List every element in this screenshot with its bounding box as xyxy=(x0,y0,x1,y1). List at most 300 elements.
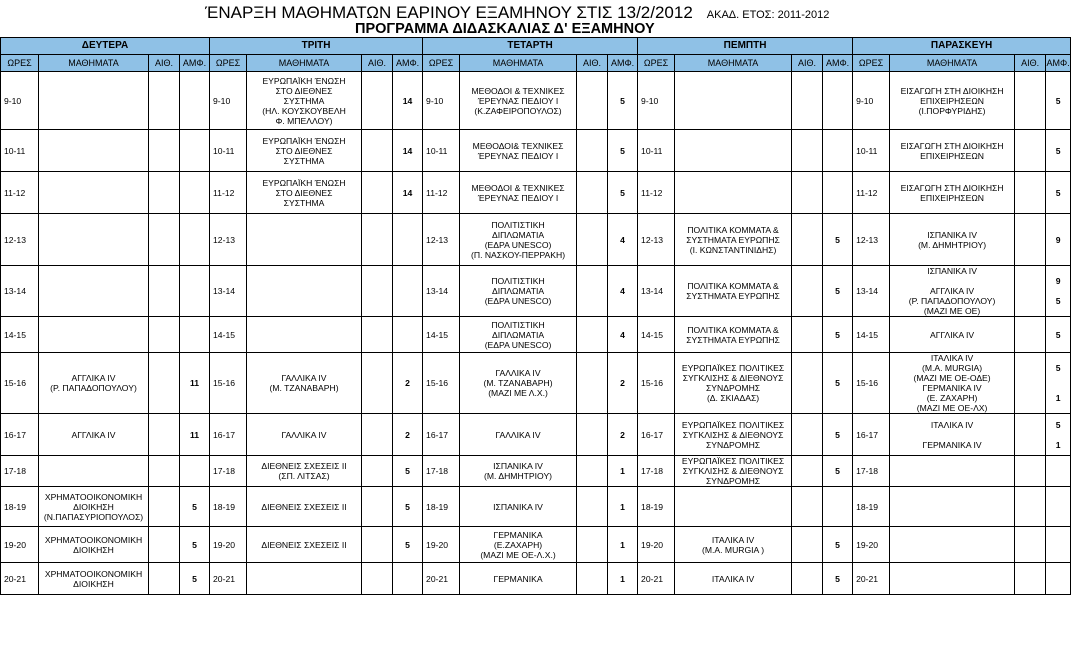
room-cell xyxy=(1015,130,1046,172)
room-cell xyxy=(1015,214,1046,266)
cell-line xyxy=(578,466,606,476)
cell-line: ΠΟΛΙΤΙΚΑ ΚΟΜΜΑΤΑ & xyxy=(687,281,779,291)
hour-cell xyxy=(638,456,675,487)
hour-cell xyxy=(423,317,460,353)
amph-cell xyxy=(1046,414,1071,456)
cell-line: ΙΣΠΑΝΙΚΑ IV xyxy=(493,461,543,471)
cell-line xyxy=(150,378,178,388)
room-cell xyxy=(1015,487,1046,527)
cell-line: 20-21 xyxy=(641,573,664,584)
course-cell xyxy=(675,130,792,172)
cell-line: 5 xyxy=(1055,296,1061,306)
course-cell xyxy=(39,130,149,172)
amph-cell xyxy=(180,172,210,214)
cell-line: (Μ. ΔΗΜΗΤΡΙΟΥ) xyxy=(918,239,987,250)
cell-line: 9-10 xyxy=(641,95,659,106)
course-cell xyxy=(890,353,1015,414)
column-header: ΑΙΘ. xyxy=(792,55,823,72)
cell-line: 10-11 xyxy=(426,145,448,156)
table-row xyxy=(1,214,1071,266)
cell-line: ΣΥΓΚΛΙΣΗΣ & ΔΙΕΘΝΟΥΣ xyxy=(682,373,784,383)
course-cell xyxy=(675,527,792,563)
cell-line: ΧΡΗΜΑΤΟΟΙΚΟΝΟΜΙΚΗ xyxy=(44,568,143,579)
course-cell xyxy=(247,456,362,487)
hour-cell xyxy=(210,353,247,414)
amph-cell xyxy=(608,72,638,130)
amph-cell xyxy=(823,487,853,527)
cell-line: 18-19 xyxy=(213,501,236,512)
room-cell xyxy=(149,317,180,353)
column-header: ΑΜΦ. xyxy=(608,55,638,72)
cell-line: ΣΥΝΔΡΟΜΗΣ xyxy=(706,476,761,486)
course-cell xyxy=(890,527,1015,563)
cell-line: ΕΥΡΩΠΑΪΚΗ ΈΝΩΣΗ xyxy=(262,75,346,86)
cell-line: ΣΤΟ ΔΙΕΘΝΕΣ xyxy=(275,145,333,156)
table-row xyxy=(1,487,1071,527)
amph-cell xyxy=(180,72,210,130)
cell-line: 18-19 xyxy=(426,501,449,512)
cell-line xyxy=(1047,430,1069,440)
cell-line: 11-12 xyxy=(213,187,235,198)
cell-line: (Ν.ΠΑΠΑΣΥΡΙΟΠΟΥΛΟΣ) xyxy=(43,511,144,522)
amph-cell xyxy=(823,72,853,130)
amph-cell xyxy=(180,487,210,527)
hour-cell xyxy=(1,266,39,317)
cell-line xyxy=(363,378,391,388)
cell-line xyxy=(1016,574,1044,584)
day-header: ΠΑΡΑΣΚΕΥΗ xyxy=(853,38,1071,55)
cell-line: 13-14 xyxy=(426,286,449,296)
cell-line: 11-12 xyxy=(4,187,26,198)
amph-cell xyxy=(823,527,853,563)
cell-line: ΠΟΛΙΤΙΣΤΙΚΗ xyxy=(491,219,545,230)
cell-line: 10-11 xyxy=(4,145,26,156)
cell-line: (Μ.Α. MURGIA ) xyxy=(702,544,765,555)
hour-cell xyxy=(853,487,890,527)
cell-line: 14-15 xyxy=(856,329,879,340)
hour-cell xyxy=(638,317,675,353)
cell-line: 13-14 xyxy=(641,286,664,296)
cell-line: 14-15 xyxy=(4,329,26,340)
cell-line xyxy=(181,286,208,296)
cell-line: 5 xyxy=(620,95,625,106)
cell-line: ΜΕΘΟΔΟΙ & ΤΕΧΝΙΚΕΣ xyxy=(471,85,565,96)
hour-cell xyxy=(423,414,460,456)
cell-line: 5 xyxy=(192,501,197,512)
hour-cell xyxy=(853,130,890,172)
room-cell xyxy=(1015,456,1046,487)
cell-line: 14 xyxy=(402,145,413,156)
course-cell xyxy=(460,456,577,487)
hour-cell xyxy=(853,266,890,317)
amph-cell xyxy=(180,563,210,595)
room-cell xyxy=(149,487,180,527)
hour-cell xyxy=(1,414,39,456)
cell-line: ΙΤΑΛΙΚΑ IV xyxy=(930,419,974,430)
room-cell xyxy=(792,527,823,563)
table-row xyxy=(1,72,1071,130)
cell-line: 5 xyxy=(405,539,410,550)
cell-line: 14-15 xyxy=(426,329,449,340)
cell-line xyxy=(40,96,147,106)
course-cell xyxy=(675,317,792,353)
cell-line xyxy=(578,540,606,550)
cell-line: ΣΥΣΤΗΜΑ xyxy=(283,197,325,208)
amph-cell xyxy=(393,456,423,487)
column-header: ΜΑΘΗΜΑΤΑ xyxy=(890,55,1015,72)
amph-cell xyxy=(1046,214,1071,266)
room-cell xyxy=(792,487,823,527)
course-cell xyxy=(890,214,1015,266)
course-cell xyxy=(247,487,362,527)
cell-line xyxy=(363,540,391,550)
hour-cell xyxy=(1,72,39,130)
cell-line xyxy=(150,286,178,296)
room-cell xyxy=(1015,353,1046,414)
cell-line: ΙΣΠΑΝΙΚΑ IV xyxy=(927,266,977,276)
cell-line: (ΜΑΖΙ ΜΕ ΟΕ-ΟΔΕ) xyxy=(913,373,991,383)
cell-line: (Δ. ΣΚΙΑΔΑΣ) xyxy=(706,393,760,403)
amph-cell xyxy=(823,130,853,172)
column-header: ΑΙΘ. xyxy=(362,55,393,72)
course-cell xyxy=(675,214,792,266)
cell-line: 20-21 xyxy=(856,573,879,584)
course-cell xyxy=(890,487,1015,527)
amph-cell xyxy=(180,527,210,563)
cell-line xyxy=(363,235,391,245)
cell-line: (ΣΠ. ΛΙΤΣΑΣ) xyxy=(278,471,330,481)
room-cell xyxy=(577,414,608,456)
cell-line xyxy=(150,146,178,156)
cell-line xyxy=(1016,235,1044,245)
hour-cell xyxy=(423,214,460,266)
cell-line: ΈΡΕΥΝΑΣ ΠΕΔΙΟΥ Ι xyxy=(477,192,559,203)
amph-cell xyxy=(393,130,423,172)
room-cell xyxy=(362,317,393,353)
cell-line xyxy=(1016,286,1044,296)
room-cell xyxy=(149,266,180,317)
room-cell xyxy=(362,172,393,214)
cell-line xyxy=(181,235,208,245)
cell-line: (Μ. ΔΗΜΗΤΡΙΟΥ) xyxy=(484,471,553,481)
hour-cell xyxy=(210,317,247,353)
hour-cell xyxy=(423,130,460,172)
amph-cell xyxy=(393,527,423,563)
cell-line: 13-14 xyxy=(856,286,879,296)
amph-cell xyxy=(608,353,638,414)
room-cell xyxy=(362,266,393,317)
amph-cell xyxy=(823,414,853,456)
hour-cell xyxy=(1,563,39,595)
cell-line: 5 xyxy=(835,466,840,476)
column-header: ΩΡΕΣ xyxy=(853,55,890,72)
cell-line: 17-18 xyxy=(641,466,664,476)
cell-line xyxy=(578,502,606,512)
cell-line: ΕΙΣΑΓΩΓΗ ΣΤΗ ΔΙΟΙΚΗΣΗ xyxy=(900,140,1004,151)
cell-line xyxy=(824,96,851,106)
amph-cell xyxy=(823,456,853,487)
hour-cell xyxy=(638,353,675,414)
cell-line: 15-16 xyxy=(641,378,664,388)
cell-line: 1 xyxy=(1055,393,1061,403)
course-cell xyxy=(890,172,1015,214)
amph-cell xyxy=(608,456,638,487)
cell-line: 4 xyxy=(620,286,625,296)
amph-cell xyxy=(608,214,638,266)
hour-cell xyxy=(423,172,460,214)
course-cell xyxy=(890,414,1015,456)
cell-line: 5 xyxy=(192,573,197,584)
room-cell xyxy=(577,214,608,266)
column-header: ΑΜΦ. xyxy=(180,55,210,72)
cell-line: 5 xyxy=(835,286,840,296)
hour-cell xyxy=(210,414,247,456)
cell-line xyxy=(793,330,821,340)
table-row xyxy=(1,563,1071,595)
cell-line xyxy=(824,188,851,198)
cell-line xyxy=(891,466,1013,476)
room-cell xyxy=(362,527,393,563)
cell-line: 12-13 xyxy=(426,234,449,245)
cell-line xyxy=(394,235,421,245)
cell-line xyxy=(578,188,606,198)
room-cell xyxy=(577,266,608,317)
room-cell xyxy=(792,353,823,414)
cell-line xyxy=(150,466,178,476)
cell-line: ΣΥΓΚΛΙΣΗΣ & ΔΙΕΘΝΟΥΣ xyxy=(682,466,784,476)
cell-line: 18-19 xyxy=(641,501,664,512)
room-cell xyxy=(362,130,393,172)
room-cell xyxy=(362,414,393,456)
cell-line xyxy=(1016,146,1044,156)
course-cell xyxy=(460,353,577,414)
cell-line xyxy=(40,330,147,340)
cell-line xyxy=(1016,96,1044,106)
cell-line xyxy=(1016,466,1044,476)
cell-line: 17-18 xyxy=(4,466,26,476)
hour-cell xyxy=(1,456,39,487)
room-cell xyxy=(792,317,823,353)
cell-line: 2 xyxy=(405,429,410,440)
amph-cell xyxy=(608,527,638,563)
cell-line xyxy=(793,430,821,440)
room-cell xyxy=(1015,317,1046,353)
cell-line: 12-13 xyxy=(4,234,26,245)
cell-line xyxy=(793,146,821,156)
hour-cell xyxy=(638,487,675,527)
course-cell xyxy=(39,172,149,214)
room-cell xyxy=(1015,266,1046,317)
table-row xyxy=(1,172,1071,214)
cell-line: 5 xyxy=(1055,329,1061,340)
column-header: ΑΙΘ. xyxy=(1015,55,1046,72)
cell-line: ΈΡΕΥΝΑΣ ΠΕΔΙΟΥ Ι xyxy=(477,95,559,106)
cell-line: 9 xyxy=(1055,234,1061,245)
cell-line xyxy=(363,286,391,296)
course-cell xyxy=(39,214,149,266)
amph-cell xyxy=(180,130,210,172)
column-header: ΑΙΘ. xyxy=(149,55,180,72)
cell-line: ΓΑΛΛΙΚΑ IV xyxy=(281,429,327,440)
page-title xyxy=(205,3,829,23)
cell-line: 16-17 xyxy=(856,429,879,440)
cell-line: ΣΥΣΤΗΜΑΤΑ ΕΥΡΩΠΗΣ xyxy=(686,291,780,301)
cell-line xyxy=(40,466,147,476)
course-cell xyxy=(675,414,792,456)
course-cell xyxy=(39,527,149,563)
room-cell xyxy=(149,353,180,414)
cell-line xyxy=(1016,502,1044,512)
cell-line: ΓΕΡΜΑΝΙΚΑ xyxy=(493,573,543,584)
amph-cell xyxy=(1046,563,1071,595)
hour-cell xyxy=(638,172,675,214)
cell-line: 13-14 xyxy=(4,286,26,296)
cell-line: ΜΕΘΟΔΟΙ& ΤΕΧΝΙΚΕΣ xyxy=(472,140,564,151)
cell-line: 1 xyxy=(620,501,625,512)
amph-cell xyxy=(1046,487,1071,527)
cell-line xyxy=(363,146,391,156)
cell-line: (Π. ΝΑΣΚΟΥ-ΠΕΡΡΑΚΗ) xyxy=(471,249,566,260)
cell-line: 14 xyxy=(402,95,413,106)
cell-line: ΓΕΡΜΑΝΙΚΑ xyxy=(493,529,543,540)
cell-line xyxy=(793,188,821,198)
hour-cell xyxy=(638,266,675,317)
cell-line xyxy=(793,466,821,476)
amph-cell xyxy=(393,487,423,527)
cell-line xyxy=(181,146,208,156)
course-cell xyxy=(39,72,149,130)
hour-cell xyxy=(853,456,890,487)
hour-cell xyxy=(423,456,460,487)
room-cell xyxy=(792,414,823,456)
course-cell xyxy=(247,214,362,266)
amph-cell xyxy=(393,563,423,595)
cell-line: 9-10 xyxy=(213,95,231,106)
cell-line: ΙΤΑΛΙΚΑ IV xyxy=(930,353,974,363)
hour-cell xyxy=(853,563,890,595)
column-header: ΜΑΘΗΜΑΤΑ xyxy=(675,55,792,72)
day-header: ΠΕΜΠΤΗ xyxy=(638,38,853,55)
cell-line xyxy=(394,574,421,584)
course-cell xyxy=(247,130,362,172)
cell-line xyxy=(150,574,178,584)
hour-cell xyxy=(210,456,247,487)
room-cell xyxy=(149,456,180,487)
cell-line: (ΜΑΖΙ ΜΕ ΟΕ) xyxy=(923,306,981,316)
title-text: ΈΝΑΡΞΗ ΜΑΘΗΜΑΤΩΝ ΕΑΡΙΝΟΥ ΕΞΑΜΗΝΟΥ ΣΤΙΣ 13/2/2012 xyxy=(205,3,693,22)
course-cell xyxy=(247,527,362,563)
course-cell xyxy=(39,317,149,353)
course-cell xyxy=(460,266,577,317)
cell-line xyxy=(1047,574,1069,584)
cell-line xyxy=(150,540,178,550)
room-cell xyxy=(149,172,180,214)
cell-line: 9-10 xyxy=(4,95,22,106)
amph-cell xyxy=(608,130,638,172)
room-cell xyxy=(362,487,393,527)
cell-line: 5 xyxy=(1055,187,1061,198)
cell-line xyxy=(363,574,391,584)
cell-line xyxy=(363,466,391,476)
cell-line: ΓΑΛΛΙΚΑ IV xyxy=(495,368,541,378)
cell-line: 18-19 xyxy=(4,501,26,512)
course-cell xyxy=(460,214,577,266)
cell-line: 20-21 xyxy=(4,573,26,584)
cell-line: 17-18 xyxy=(426,466,449,476)
cell-line: 11-12 xyxy=(856,187,878,198)
cell-line: 16-17 xyxy=(213,429,236,440)
cell-line: (Ρ. ΠΑΠΑΔΟΠΟΥΛΟΥ) xyxy=(50,383,137,393)
cell-line: ΠΟΛΙΤΙΚΑ ΚΟΜΜΑΤΑ & xyxy=(687,224,779,235)
hour-cell xyxy=(638,72,675,130)
column-header-row xyxy=(1,55,1071,72)
cell-line: ΣΥΓΚΛΙΣΗΣ & ΔΙΕΘΝΟΥΣ xyxy=(682,429,784,440)
room-cell xyxy=(362,214,393,266)
cell-line xyxy=(578,574,606,584)
course-cell xyxy=(460,563,577,595)
cell-line: ΑΓΓΛΙΚΑ IV xyxy=(930,329,975,340)
amph-cell xyxy=(608,414,638,456)
amph-cell xyxy=(1046,456,1071,487)
cell-line: (ΜΑΖΙ ΜΕ ΟΕ-Λ.Χ.) xyxy=(480,549,556,560)
cell-line: ΕΥΡΩΠΑΪΚΕΣ ΠΟΛΙΤΙΚΕΣ xyxy=(681,363,785,373)
cell-line xyxy=(676,502,790,512)
cell-line: ΣΤΟ ΔΙΕΘΝΕΣ xyxy=(275,85,333,96)
cell-line: ΕΥΡΩΠΑΪΚΕΣ ΠΟΛΙΤΙΚΕΣ xyxy=(681,456,785,466)
cell-line: 19-20 xyxy=(213,539,236,550)
hour-cell xyxy=(853,317,890,353)
cell-line: 2 xyxy=(620,429,625,440)
amph-cell xyxy=(608,563,638,595)
table-row xyxy=(1,353,1071,414)
cell-line xyxy=(676,96,790,106)
cell-line xyxy=(578,96,606,106)
amph-cell xyxy=(1046,130,1071,172)
cell-line xyxy=(793,235,821,245)
cell-line: 5 xyxy=(1055,145,1061,156)
course-cell xyxy=(460,172,577,214)
cell-line: 15-16 xyxy=(856,378,879,388)
hour-cell xyxy=(1,527,39,563)
day-header: ΤΡΙΤΗ xyxy=(210,38,423,55)
hour-cell xyxy=(423,527,460,563)
cell-line: (ΜΑΖΙ ΜΕ Λ.Χ.) xyxy=(488,388,548,398)
cell-line: ΣΥΣΤΗΜΑΤΑ ΕΥΡΩΠΗΣ xyxy=(686,334,780,345)
course-cell xyxy=(39,266,149,317)
room-cell xyxy=(577,563,608,595)
cell-line: 5 xyxy=(1055,95,1061,106)
table-row xyxy=(1,456,1071,487)
column-header: ΩΡΕΣ xyxy=(1,55,39,72)
cell-line: (Κ.ΖΑΦΕΙΡΟΠΟΥΛΟΣ) xyxy=(474,105,562,116)
hour-cell xyxy=(638,130,675,172)
cell-line xyxy=(578,378,606,388)
amph-cell xyxy=(1046,72,1071,130)
course-cell xyxy=(39,487,149,527)
room-cell xyxy=(792,266,823,317)
hour-cell xyxy=(423,72,460,130)
hour-cell xyxy=(853,527,890,563)
hour-cell xyxy=(853,72,890,130)
room-cell xyxy=(362,456,393,487)
cell-line xyxy=(394,286,421,296)
room-cell xyxy=(362,353,393,414)
cell-line xyxy=(793,574,821,584)
cell-line xyxy=(363,430,391,440)
room-cell xyxy=(149,214,180,266)
cell-line: ΙΣΠΑΝΙΚΑ IV xyxy=(493,501,543,512)
course-cell xyxy=(39,353,149,414)
